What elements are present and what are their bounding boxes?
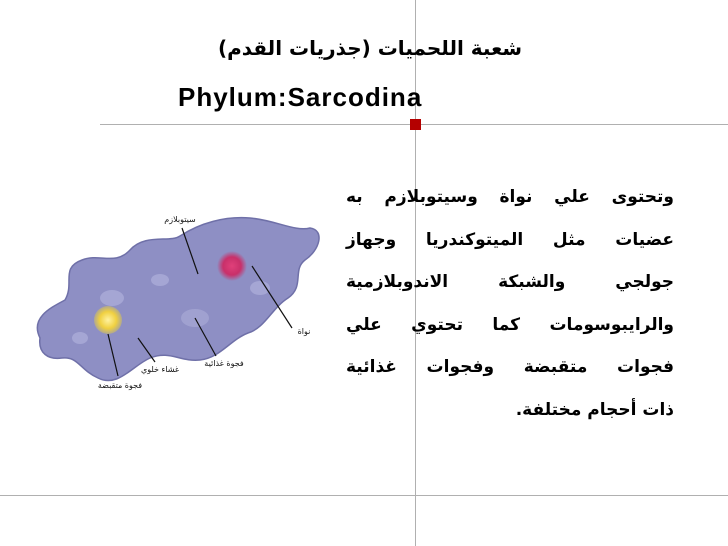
body-line: جولجي والشبكة الاندوبلازمية [346,272,674,293]
body-line: ذات أحجام مختلفة. [515,399,674,420]
slide-body-text [346,176,674,432]
body-line: فجوات متقبضة وفجوات غذائية [346,357,674,378]
amoeba-figure [20,188,330,400]
contractile-vacuole [94,306,122,334]
label-cell-membrane: غشاء خلوي [140,365,180,374]
nucleus [217,251,247,281]
slide-title-arabic: شعبة اللحميات (جذريات القدم) [217,36,523,60]
label-contractile-vacuole: فجوة متقبضة [97,381,143,390]
label-cytoplasm: سيتوبلازم [164,215,196,224]
accent-square [410,119,421,130]
food-vacuole-small [72,332,88,344]
food-vacuole-small [151,274,169,286]
footer-divider [0,495,728,496]
body-line: عضيات مثل الميتوكندريا وجهاز [346,229,674,250]
food-vacuole-small [250,281,270,295]
body-line: والرايبوسومات كما تحتوي علي [346,314,674,335]
body-line: وتحتوى علي نواة وسيتوبلازم به [346,187,674,207]
food-vacuole-small [100,290,124,306]
label-food-vacuole: فجوة غذائية [204,359,244,368]
amoeba-cell-body [37,218,319,381]
slide-title-latin: Phylum:Sarcodina [178,82,423,112]
label-nucleus: نواة [297,327,311,336]
